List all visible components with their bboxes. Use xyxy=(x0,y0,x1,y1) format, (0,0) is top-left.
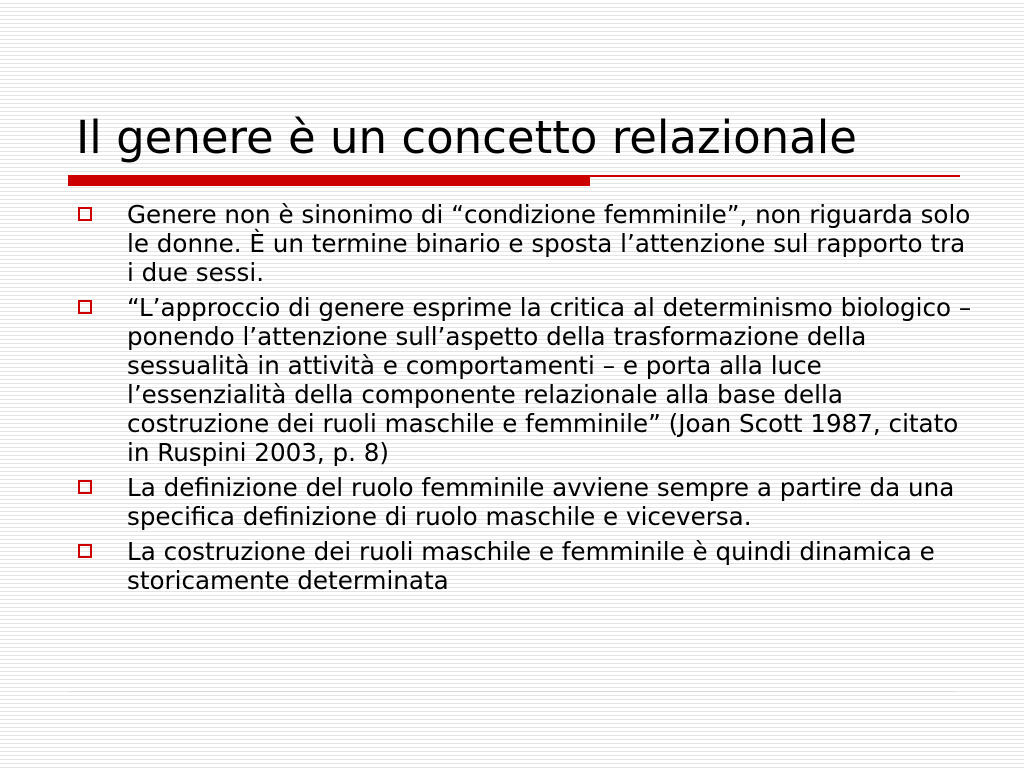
bullet-list xyxy=(74,200,974,601)
bullet-item xyxy=(74,293,974,467)
bullet-item xyxy=(74,473,974,531)
slide-title: Il genere è un concetto relazionale xyxy=(76,111,857,164)
title-underline-bar xyxy=(68,175,590,186)
bullet-text: La definizione del ruolo femminile avviene sempre a partire da una specifica definizione di ruolo maschile e viceversa. xyxy=(127,473,955,531)
hollow-square-bullet-icon xyxy=(78,480,92,494)
title-underline-line xyxy=(590,175,960,177)
bullet-text: “L’approccio di genere esprime la critica al determinismo biologico – ponendo l’attenzione sull’aspetto della trasformazione della sessualità in attività e comportamenti – e porta alla luce l’essenzialità della componente relazionale alla base della costruzione dei ruoli maschile e femminile” (Joan Scott 1987, citato in Ruspini 2003, p. 8) xyxy=(127,293,972,467)
hollow-square-bullet-icon xyxy=(78,300,92,314)
footer-divider xyxy=(68,691,956,692)
bullet-item xyxy=(74,200,974,287)
hollow-square-bullet-icon xyxy=(78,207,92,221)
bullet-text: Genere non è sinonimo di “condizione femminile”, non riguarda solo le donne. È un termine binario e sposta l’attenzione sul rapporto tra i due sessi. xyxy=(127,200,971,287)
bullet-text: La costruzione dei ruoli maschile e femminile è quindi dinamica e storicamente determinata xyxy=(127,537,935,595)
hollow-square-bullet-icon xyxy=(78,544,92,558)
bullet-item xyxy=(74,537,974,595)
